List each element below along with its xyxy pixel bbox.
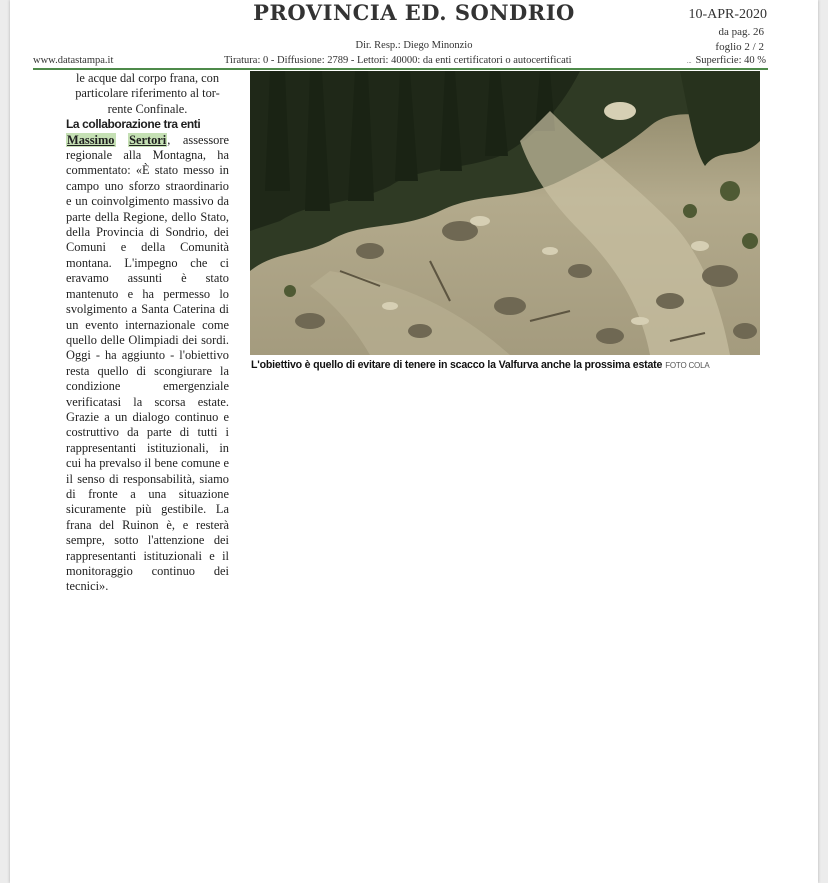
director-line: Dir. Resp.: Diego Minonzio [355,40,473,51]
article-subhead: La collaborazione tra enti [66,117,201,132]
website-link[interactable]: www.datastampa.it [33,55,114,66]
article-body-text: , assessore regionale alla Montagna, ha commentato: «È stato messo in campo uno sforzo straordinario e un coinvolgimento massivo da parte della Regione, dello Stato, della Provincia di Sondrio, dei Comuni e della Comunità montana. L'impegno che ci eravamo assunti è stato mantenuto e ha permesso lo svolgimento a Santa Caterina di un evento internazionale come quello delle Olimpiadi dei sordi. Oggi - ha aggiunto - l'obiettivo resta quello di scongiurare la condizione emergenziale verificatasi la scorsa estate. Grazie a un dialogo continuo e costruttivo da parte di tutti i rappresentanti istituzionali, in cui ha prevalso il bene comune e il senso di responsabilità, siamo di fronte a una situazione sicuramente più gestibile. La frana del Ruinon è, e resterà sempre, sotto l'attenzione dei rappresentanti istituzionali e il monitoraggio continuo dei tecnici». [66,132,229,594]
intro-line-3: rente Confinale. [107,101,188,116]
sheet-number: foglio 2 / 2 [715,41,764,53]
page-reference: da pag. 26 [718,26,764,38]
landslide-photo [250,71,760,355]
landslide-image [250,71,760,355]
masthead: PROVINCIA ED. SONDRIO [253,0,575,25]
intro-line-2: particolare riferimento al tor- [75,86,220,101]
header-divider [33,68,768,70]
highlight-last-name: Sertori [129,132,167,147]
circulation-info: Tiratura: 0 - Diffusione: 2789 - Lettori: 40000: da enti certificatori o autocertificati [224,55,572,66]
article-body [66,133,229,595]
publication-date: 10-APR-2020 [688,7,767,22]
surface-value: Superficie: 40 % [695,55,766,66]
highlight-first-name: Massimo [67,132,115,147]
photo-caption [251,359,771,371]
surface-info [687,55,766,66]
newspaper-page [10,0,818,883]
caption-text: L'obiettivo è quello di evitare di tenere in scacco la Valfurva anche la prossima estate [251,359,663,371]
photo-credit: FOTO COLA [665,361,710,370]
intro-line-1: le acque dal corpo frana, con [75,71,220,85]
dots-icon: ... [686,59,692,65]
article-column [66,71,229,595]
